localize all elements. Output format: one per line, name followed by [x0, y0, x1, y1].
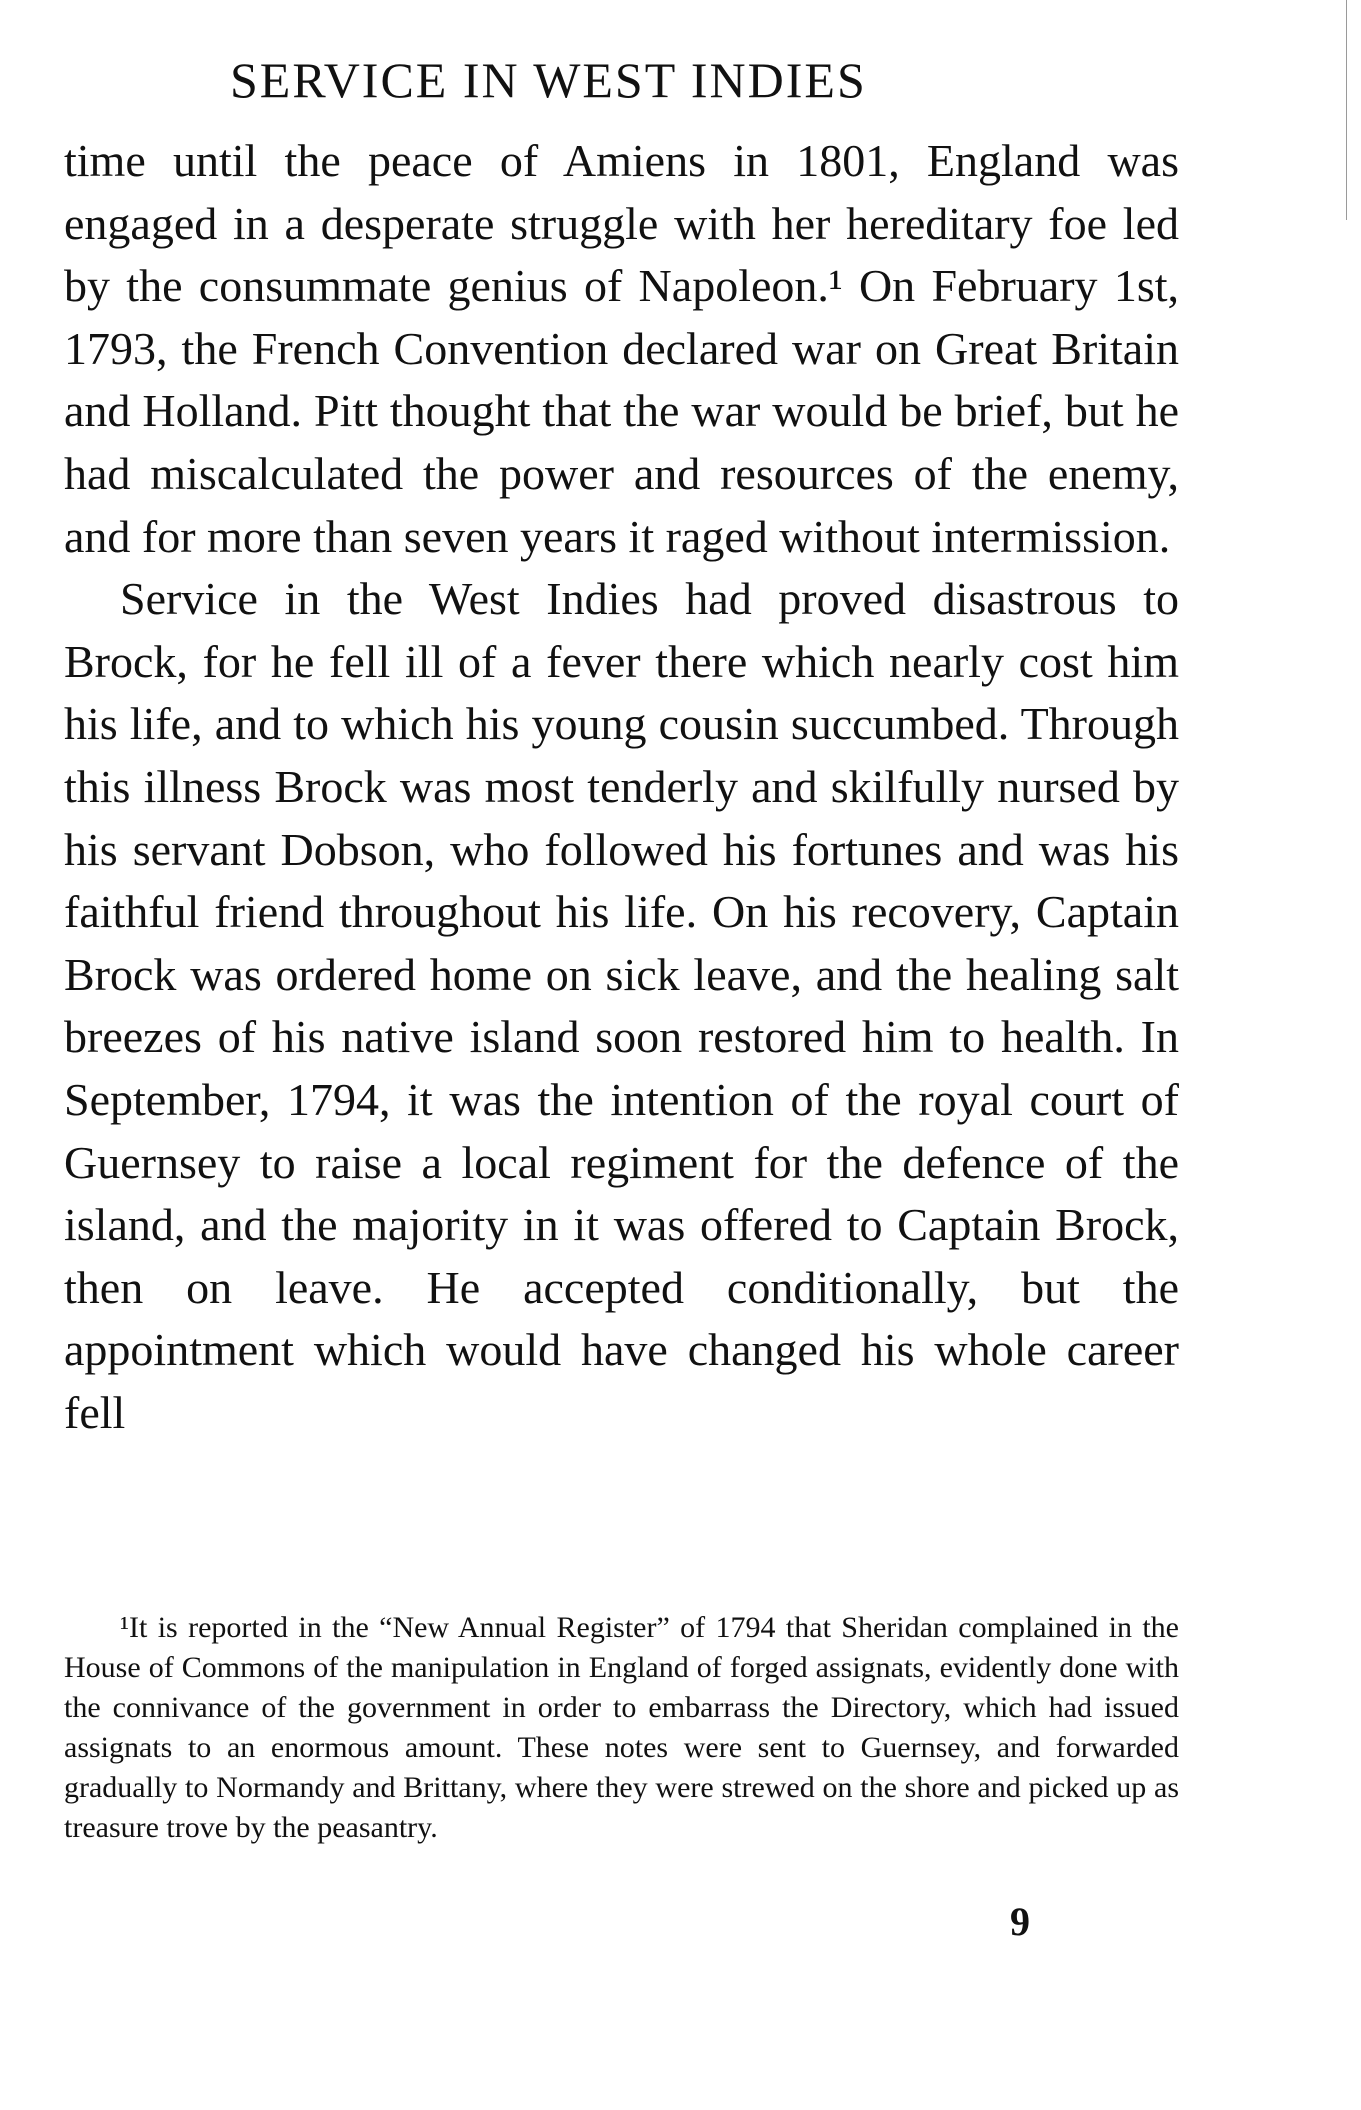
footnote: ¹It is reported in the “New Annual Register” of 1794 that Sheridan complained in the House of Commons of the manipulation in England of forged assignats, evidently done with the connivance of the government in order to embarrass the Directory, which had issued assignats to an enormous amount. These notes were sent to Guernsey, and forwarded gradually to Normandy and Brittany, where they were strewed on the shore and picked up as treasure trove by the peasantry. — [64, 1611, 1179, 1844]
paragraph-2: Service in the West Indies had proved disastrous to Brock, for he fell ill of a fever there which nearly cost him his life, and to which his young cousin succumbed. Through this illness Brock was most tenderly and skilfully nursed by his servant Dobson, who followed his fortunes and was his faithful friend throughout his life. On his recovery, Captain Brock was ordered home on sick leave, and the healing salt breezes of his native island soon restored him to health. In September, 1794, it was the intention of the royal court of Guernsey to raise a local regiment for the defence of the island, and the majority in it was offered to Captain Brock, then on leave. He accepted conditionally, but the appointment which would have changed his whole career fell — [64, 573, 1179, 1438]
page-number: 9 — [1010, 1899, 1030, 1944]
running-head: SERVICE IN WEST INDIES — [230, 52, 867, 108]
body-text — [64, 130, 1179, 1444]
paragraph-1: time until the peace of Amiens in 1801, England was engaged in a desperate struggle with her hereditary foe led by the consummate genius of Napoleon.¹ On February 1st, 1793, the French Convention declared war on Great Britain and Holland. Pitt thought that the war would be brief, but he had miscalculated the power and resources of the enemy, and for more than seven years it raged without intermission. — [64, 135, 1179, 562]
page-edge-line — [1346, 0, 1347, 220]
